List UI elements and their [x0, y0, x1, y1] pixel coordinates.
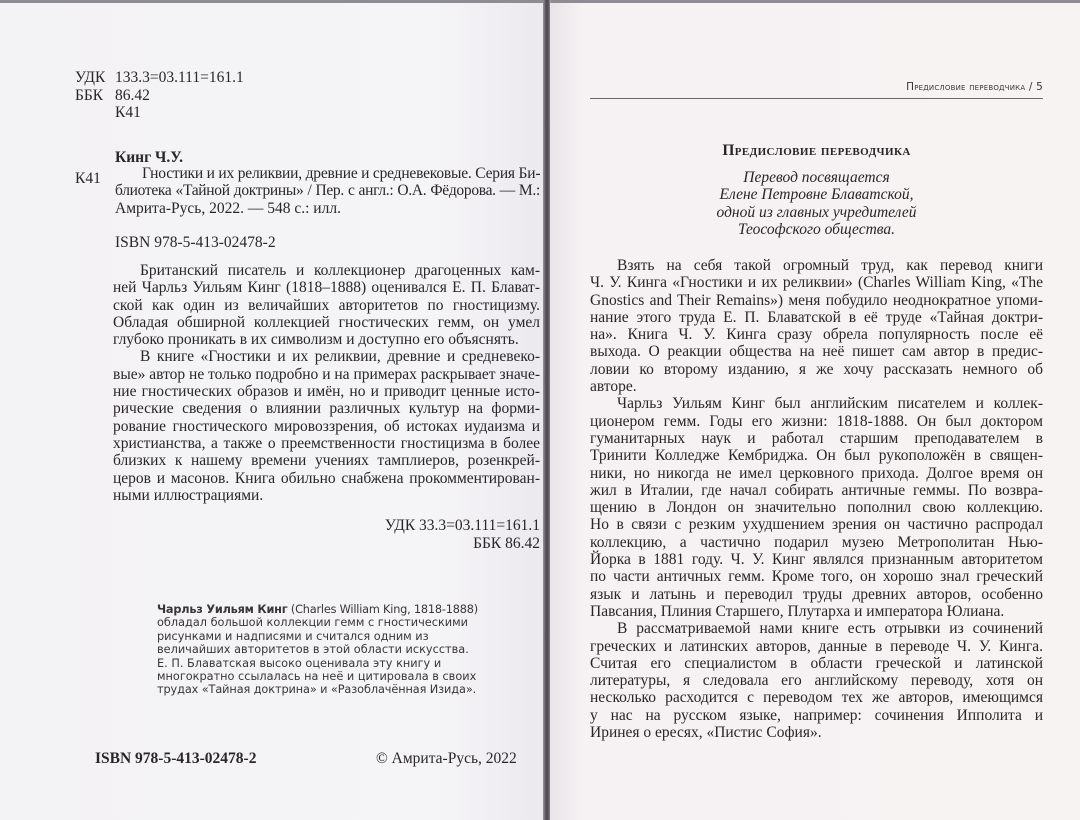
dedication — [590, 169, 1043, 238]
text-line: Ч. У. Кинга «Гностики и их реликвии» (Charles William King, «The — [590, 274, 1043, 292]
text-line: у нас на русском языке, например: сочинения Ипполита и — [590, 706, 1043, 724]
annotation — [113, 262, 540, 504]
text-line: гуманитарных наук и работал старшим преподавателем в — [590, 429, 1043, 447]
text-line: Обладая обширной коллекцией гностических гемм, он умел — [113, 313, 540, 331]
dedication-line: Теософского общества. — [737, 220, 896, 238]
text-line: Gnostics and Their Remains») меня побудило неоднократное упоми- — [590, 291, 1043, 309]
author-heading: Кинг Ч.У. — [115, 149, 183, 166]
catalog-mark: К41 — [75, 170, 101, 187]
header-rule — [590, 98, 1043, 99]
box-line: рисунками и надписями и считался одним из — [157, 629, 429, 643]
dedication-line: Елене Петровне Блаватской, — [719, 186, 914, 204]
text-line: авторе. — [590, 378, 637, 396]
udk-footer: УДК 33.3=03.111=161.1 — [384, 517, 540, 534]
text-line: литературы, я следовала его английскому переводу, хотя он — [590, 672, 1043, 690]
text-line: на». Книга Ч. У. Кинга сразу обрела популярность после её — [590, 326, 1043, 344]
bib-line: Гностики и их реликвии, древние и средневековые. Серия Би- — [142, 165, 541, 182]
dedication-line: одной из главных учредителей — [716, 203, 917, 221]
bbk-label: ББК — [75, 86, 104, 104]
udk-value: 133.3=03.111=161.1 — [115, 69, 244, 86]
text-line: христианства, а также о преемственности гностицизма в более — [113, 434, 540, 452]
text-line: церов и масонов. Книга обильно снабжена прокомментирован- — [113, 469, 540, 487]
text-line: ней Чарльз Уильям Кинг (1818–1888) оценивался Е. П. Блават- — [113, 279, 540, 297]
text-line: Но в связи с резким ухудшением зрения он частично распродал — [590, 516, 1043, 534]
text-line: глубоко проникать в их символизм и доступно его объяснять. — [113, 331, 519, 349]
text-line: язык и латынь и переводил труды древних авторов, особенно — [590, 585, 1043, 603]
author-mark: К41 — [115, 104, 141, 121]
text-line: рические сведения о влиянии различных культур на форми- — [113, 400, 540, 418]
text-line: коллекцию, а частично подарил музею Метрополитан Нью- — [590, 533, 1043, 551]
bbk-footer: ББК 86.42 — [473, 535, 540, 552]
copyright: © Амрита-Русь, 2022 — [376, 750, 517, 767]
author-name: Чарльз Уильям Кинг — [157, 603, 288, 616]
box-line: многократно ссылалась на неё и цитировала в своих — [157, 669, 477, 683]
text-line: рование гностического мировоззрения, об истоках иудаизма и — [113, 417, 540, 435]
text-line: Чарльз Уильям Кинг был английским писателем и коллек- — [617, 395, 1043, 413]
box-line: трудах «Тайная доктрина» и «Разоблачённая Изида». — [157, 683, 477, 697]
text-line: В рассматриваемой нами книге есть отрывки из сочинений — [617, 620, 1043, 638]
text-line: греческих и латинских авторов, данные в переводе Ч. У. Кинга. — [590, 637, 1043, 655]
text-line: ние гностических образов и имён, но и приводит ценные исто- — [113, 383, 540, 401]
text-line: В книге «Гностики и их реликвии, древние и средневеко- — [140, 348, 540, 366]
text-line: жил в Италии, где начал собирать античные геммы. По возвра- — [590, 481, 1043, 499]
dedication-line: Перевод посвящается — [743, 169, 890, 186]
text-line: Британский писатель и коллекционер драгоценных кам- — [140, 262, 540, 279]
text-line: Йорка в 1881 году. Ч. У. Кинг являлся признанным авторитетом — [590, 551, 1043, 569]
running-header: Предисловие переводчика / 5 — [906, 81, 1043, 93]
left-page — [0, 3, 545, 820]
text-line: ловии ко второму изданию, я же хочу рассказать немного об — [590, 360, 1043, 378]
text-line: щению в Лондон он значительно пополнил свою коллекцию. — [590, 499, 1043, 517]
isbn-bottom: ISBN 978-5-413-02478-2 — [95, 750, 257, 767]
author-info-box — [157, 603, 477, 697]
box-line: обладал большой коллекции гемм с гностическими — [157, 616, 468, 630]
text-line: Иринея о ересях, «Пистис София». — [590, 724, 822, 742]
text-line: Считая его специалистом в области греческой и латинской — [590, 654, 1043, 672]
text-line: ционером гемм. Годы его жизни: 1818-1888. Он был доктором — [590, 412, 1043, 430]
text-line: Взять на себя такой огромный труд, как перевод книги — [617, 257, 1043, 274]
text-line: ными иллюстрациями. — [113, 486, 264, 504]
classification-block — [75, 69, 244, 122]
udk-label: УДК — [75, 69, 106, 86]
preface-body — [590, 257, 1043, 741]
bibliographic-record — [115, 165, 540, 217]
author-dates: (Charles William King, 1818-1888) — [287, 603, 478, 616]
bbk-value: 86.42 — [115, 86, 150, 104]
bib-line: блиотека «Тайной доктрины» / Пер. с англ.: О.А. Фёдорова. — М.: — [115, 182, 540, 200]
text-line: по части античных гемм. Кроме того, он хорошо знал греческий — [590, 568, 1043, 586]
chapter-title: Предисловие переводчика — [722, 142, 911, 159]
text-line: выхода. О реакции общества на неё пишет сам автор в предис- — [590, 343, 1043, 361]
text-line: Тринити Колледже Кембриджа. Он был рукоположён в священ- — [590, 447, 1043, 465]
text-line: Павсания, Плиния Старшего, Плутарха и императора Юлиана. — [590, 602, 1005, 620]
box-line: Е. П. Блаватская высоко оценивала эту книгу и — [157, 656, 442, 670]
box-line: величайших авторитетов в этой области искусства. — [157, 643, 469, 657]
text-line: несколько расходится с переводом тех же авторов, имеющимся — [590, 689, 1043, 707]
text-line: ской как один из величайших авторитетов по гностицизму. — [113, 296, 540, 314]
isbn: ISBN 978-5-413-02478-2 — [115, 234, 276, 251]
text-line: вые» автор не только подробно и на примерах раскрывает значе- — [113, 365, 540, 383]
text-line: нание этого труда Е. П. Блаватской в её труде «Тайная доктри- — [590, 308, 1043, 326]
text-line: близких к нашему времени учениях тамплиеров, розенкрей- — [113, 452, 540, 470]
right-page — [550, 3, 1080, 820]
bib-line: Амрита-Русь, 2022. — 548 с.: илл. — [115, 199, 341, 217]
text-line: ники, но никогда не имел церковного прихода. Долгое время он — [590, 464, 1043, 482]
